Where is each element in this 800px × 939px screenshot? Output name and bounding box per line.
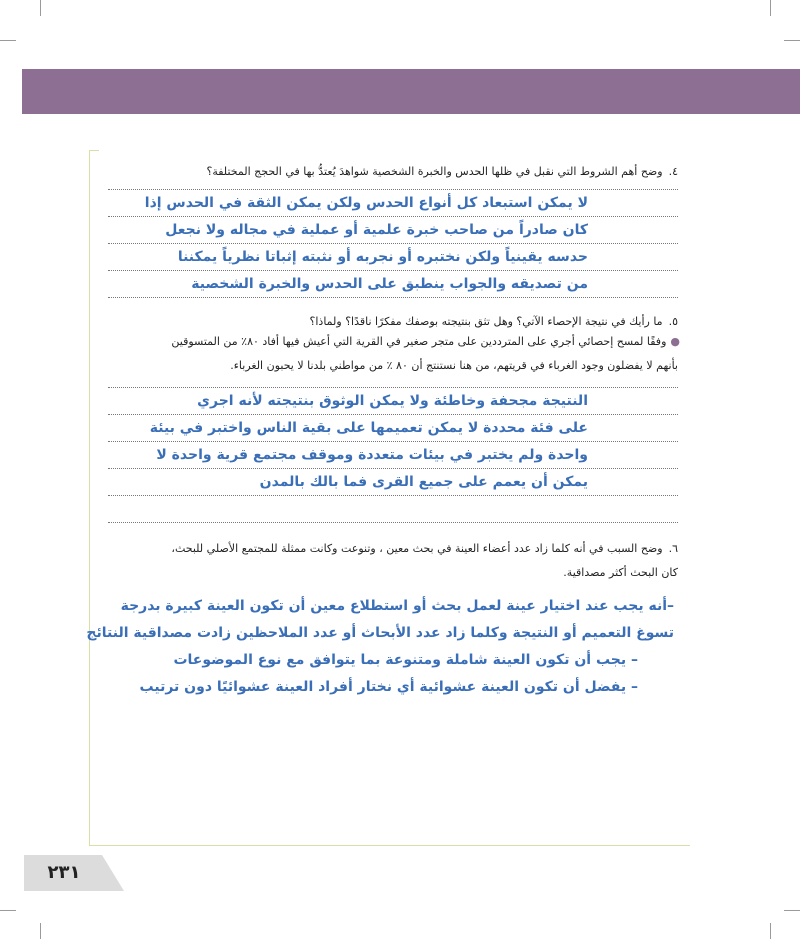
question-number: ٦. [668, 542, 678, 555]
crop-mark [0, 910, 16, 911]
answer-line: تسوغ التعميم أو النتيجة وكلما زاد عدد الأبحاث أو عدد الملاحظين زادت مصداقية النتائج [86, 625, 674, 641]
answer-block-5 [108, 386, 678, 523]
answer-line: يمكن أن يعمم على جميع القرى فما بالك بالمدن [108, 469, 678, 496]
statement-text: وفقًا لمسح إحصائي أجري على المترددين على متجر صغير في القرية التي أعيش فيها أفاد ٨٠٪ من المتسوقين [171, 335, 667, 348]
crop-mark [770, 923, 771, 939]
answer-line: – يفضل أن تكون العينة عشوائية أي نختار أفراد العينة عشوائيًا دون ترتيب [139, 679, 638, 695]
question-text: وضح أهم الشروط التي نقبل في ظلها الحدس والخبرة الشخصية شواهدَ يُعتدُّ بها في الحجج المختلفة؟ [206, 165, 663, 178]
bullet-icon: ● [670, 335, 680, 348]
statistic-statement [98, 332, 680, 352]
answer-block-6 [86, 593, 678, 701]
question-6-cont: كان البحث أكثر مصداقية. [563, 566, 678, 579]
answer-line: من تصديقه والجواب ينطبق على الحدس والخبرة الشخصية [108, 271, 678, 298]
answer-line: كان صادراً من صاحب خبرة علمية أو عملية في مجاله ولا نجعل [108, 217, 678, 244]
frame-corner [89, 150, 99, 151]
crop-mark [784, 910, 800, 911]
header-band [22, 69, 800, 114]
answer-line: واحدة ولم يختبر في بيئات متعددة وموقف مجتمع قرية واحدة لا [108, 442, 678, 469]
question-number: ٥. [668, 315, 678, 328]
crop-mark [784, 40, 800, 41]
answer-line: لا يمكن استبعاد كل أنواع الحدس ولكن يمكن الثقة في الحدس إذا [108, 190, 678, 217]
question-5 [108, 312, 678, 332]
answer-line: على فئة محددة لا يمكن تعميمها على بقية الناس واختبر في بيئة [108, 415, 678, 442]
crop-mark [40, 923, 41, 939]
crop-mark [0, 40, 16, 41]
question-number: ٤. [668, 165, 678, 178]
statistic-statement-cont: بأنهم لا يفضلون وجود الغرباء في قريتهم، من هنا نستنتج أن ٨٠ ٪ من مواطني بلدنا لا يحبون الغرباء. [230, 359, 678, 372]
question-text: ما رأيك في نتيجة الإحصاء الآتي؟ وهل تثق بنتيجته بوصفك مفكرًا ناقدًا؟ ولماذا؟ [309, 315, 663, 328]
answer-line: – يجب أن تكون العينة شاملة ومتنوعة بما يتوافق مع نوع الموضوعات [173, 652, 638, 668]
answer-line: النتيجة مجحفة وخاطئة ولا يمكن الوثوق بنتيجته لأنه اجري [108, 388, 678, 415]
worksheet [86, 158, 680, 798]
crop-mark [770, 0, 771, 16]
answer-block-4 [108, 188, 678, 298]
answer-line: –أنه يجب عند اختيار عينة لعمل بحث أو استطلاع معين أن تكون العينة كبيرة بدرجة [120, 598, 674, 614]
crop-mark [40, 0, 41, 16]
page-number: ٢٣١ [47, 862, 81, 883]
answer-line: حدسه يقينياً ولكن نختبره أو نجربه أو نثبته إثباتا نظرياً يمكننا [108, 244, 678, 271]
question-4 [108, 162, 678, 182]
question-text: وضح السبب في أنه كلما زاد عدد أعضاء العينة في بحث معين ، وتنوعت وكانت ممثلة للمجتمع الأصلي للبحث، [171, 542, 663, 555]
question-6 [94, 539, 678, 559]
answer-line [108, 496, 678, 523]
